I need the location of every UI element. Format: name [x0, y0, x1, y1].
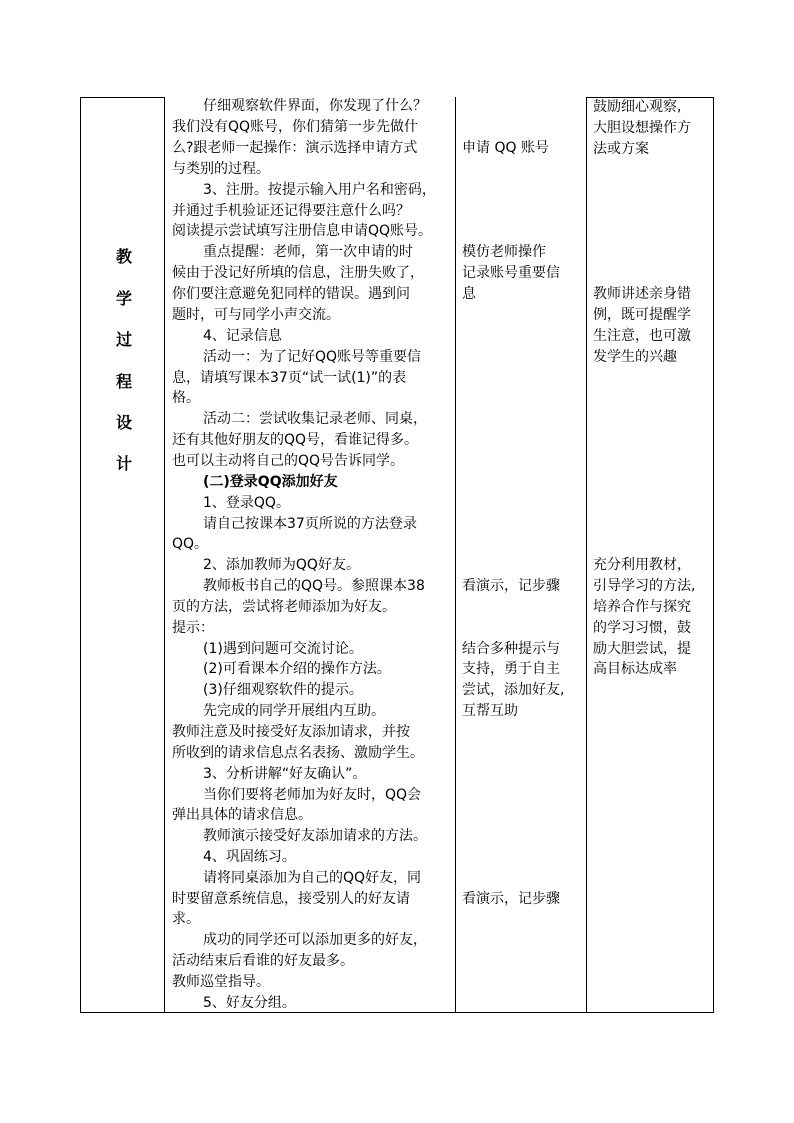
text-line: 阅读提示尝试填写注册信息申请QQ账号。: [172, 223, 433, 239]
text-line: QQ。: [172, 536, 209, 552]
text-line: 2、添加教师为QQ好友。: [203, 557, 360, 573]
text-line: 教师巡堂指导。: [172, 974, 270, 990]
text-line: 5、好友分组。: [203, 995, 296, 1011]
text-line: 并通过手机验证还记得要注意什么吗？: [172, 203, 410, 219]
text-line: 高目标达成率: [593, 661, 677, 677]
text-line: 看演示，记步骤: [462, 891, 560, 907]
text-line: 题时，可与同学小声交流。: [172, 307, 340, 323]
text-line: 成功的同学还可以添加更多的好友，: [203, 932, 427, 948]
text-line: 你们要注意避免犯同样的错误。遇到问: [172, 286, 410, 302]
text-line: 当你们要将老师加为好友时，QQ会: [203, 787, 422, 803]
text-line: 励大胆尝试，提: [593, 641, 691, 657]
text-line: 支持，勇于自主: [462, 661, 560, 677]
text-line: 活动二：尝试收集记录老师、同桌，: [203, 411, 427, 427]
text-line: 么?跟老师一起操作：演示选择申请方式: [172, 140, 418, 156]
column-divider-3: [586, 97, 587, 1013]
column-divider-2: [455, 97, 456, 1013]
text-line: 申请 QQ 账号: [462, 140, 549, 156]
text-line: 引导学习的方法,: [593, 578, 696, 594]
text-line: 教师注意及时接受好友添加请求，并按: [172, 724, 410, 740]
text-line: 教师讲述亲身错: [593, 286, 691, 302]
text-line: 先完成的同学开展组内互助。: [203, 703, 385, 719]
text-line: (1)遇到问题可交流讨论。: [203, 641, 363, 657]
text-line: 息: [462, 286, 476, 302]
text-line: 模仿老师操作: [462, 244, 546, 260]
text-line: 例，既可提醒学: [593, 307, 691, 323]
text-line: 弹出具体的请求信息。: [172, 807, 312, 823]
text-line: 鼓励细心观察,: [593, 99, 682, 115]
text-line: (3)仔细观察软件的提示。: [203, 682, 363, 698]
text-line: 时要留意系统信息，接受别人的好友请: [172, 891, 410, 907]
side-header-char: 设: [116, 413, 133, 432]
text-line: 仔细观察软件界面，你发现了什么？: [203, 98, 427, 114]
text-line: 格。: [172, 390, 200, 406]
text-line: 提示：: [172, 620, 214, 636]
side-header-char: 学: [116, 289, 133, 308]
column-divider-1: [164, 97, 165, 1013]
text-line: 结合多种提示与: [462, 641, 560, 657]
text-line: 发学生的兴趣: [593, 349, 677, 365]
text-line: 与类别的过程。: [172, 161, 270, 177]
text-line: 充分利用教材，: [593, 557, 691, 573]
text-line: 大胆设想操作方: [593, 120, 691, 136]
text-line: 互帮互助: [462, 703, 518, 719]
text-line: 1、登录QQ。: [203, 495, 290, 511]
side-header-char: 程: [116, 372, 133, 391]
side-header-char: 过: [116, 330, 133, 349]
text-line: (2)可看课本介绍的操作方法。: [203, 661, 391, 677]
text-line: 请将同桌添加为自己的QQ好友，同: [203, 870, 422, 886]
text-line: 息，请填写课本37页“试一试(1)”的表: [172, 370, 407, 386]
text-line: 页的方法，尝试将老师添加为好友。: [172, 599, 396, 615]
text-line: 看演示，记步骤: [462, 578, 560, 594]
text-line: 请自己按课本37页所说的方法登录: [203, 516, 417, 532]
text-line: 重点提醒：老师，第一次申请的时: [203, 244, 413, 260]
text-line: 活动一：为了记好QQ账号等重要信: [203, 349, 422, 365]
text-line: 3、注册。按提示输入用户名和密码，: [203, 182, 436, 198]
text-line: 活动结束后看谁的好友最多。: [172, 953, 354, 969]
text-line: 教师板书自己的QQ号。参照课本38: [203, 578, 425, 594]
text-line: 尝试，添加好友,: [462, 682, 565, 698]
text-line: 法或方案: [593, 141, 649, 157]
text-line: 所收到的请求信息点名表扬、激励学生。: [172, 745, 424, 761]
side-header-char: 教: [116, 247, 133, 266]
text-line: 还有其他好朋友的QQ号，看谁记得多。: [172, 432, 419, 448]
text-line: 培养合作与探究: [593, 599, 691, 615]
side-header-char: 计: [116, 454, 133, 473]
text-line: 候由于没记好所填的信息，注册失败了，: [172, 265, 424, 281]
text-line: 4、记录信息: [203, 328, 282, 344]
table-top-border-left: [80, 97, 165, 98]
text-line: 4、巩固练习。: [203, 849, 296, 865]
text-line: 记录账号重要信: [462, 265, 560, 281]
text-line: 教师演示接受好友添加请求的方法。: [203, 828, 427, 844]
text-line: 求。: [172, 911, 200, 927]
text-line: 我们没有QQ账号，你们猜第一步先做什: [172, 119, 419, 135]
text-line: 也可以主动将自己的QQ号告诉同学。: [172, 453, 405, 469]
text-line: 的学习习惯，鼓: [593, 620, 691, 636]
text-line: 3、分析讲解“好友确认”。: [203, 766, 367, 782]
text-line: 生注意，也可激: [593, 328, 691, 344]
section-heading: (二)登录QQ添加好友: [203, 474, 338, 490]
